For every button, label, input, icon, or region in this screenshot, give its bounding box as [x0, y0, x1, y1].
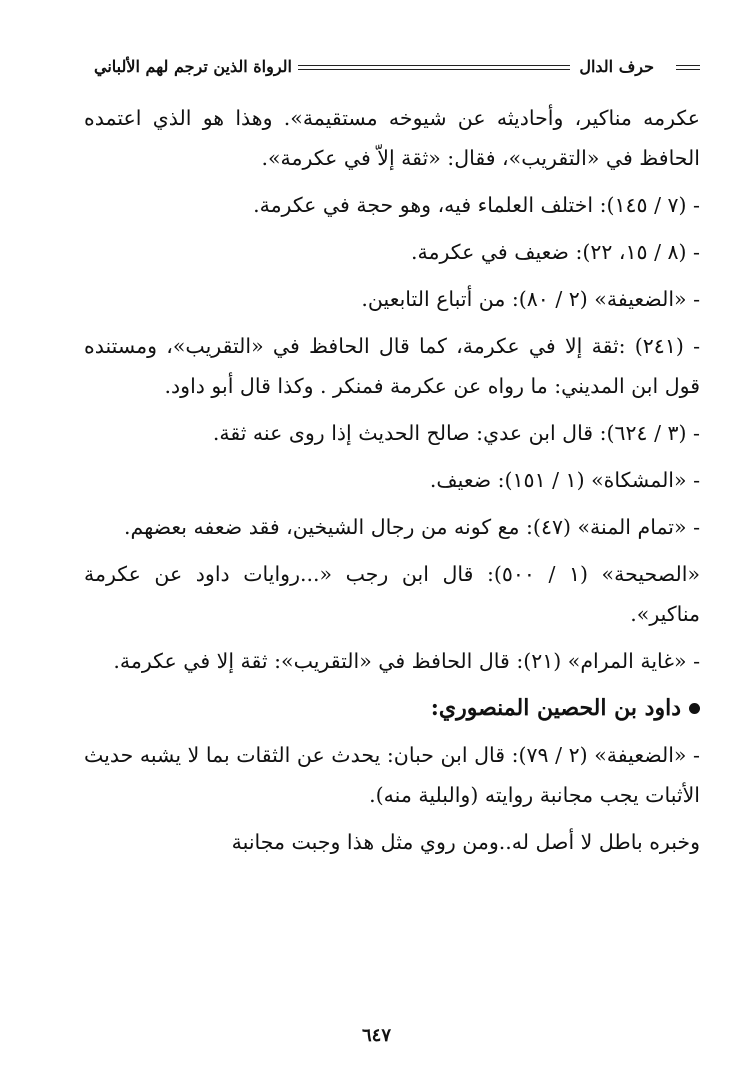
paragraph: - «المشكاة» (١ / ١٥١): ضعيف.: [429, 468, 700, 492]
paragraph: عكرمه مناكير، وأحاديثه عن شيوخه مستقيمة». وهذا هو الذي اعتمده الحافظ في «التقريب»، فقال: «ثقة إلاّ في عكرمة».: [84, 106, 700, 170]
chapter-title: حرف الدال: [573, 56, 660, 78]
bullet-icon: [689, 703, 700, 714]
page-number: ٦٤٧: [361, 1025, 391, 1046]
paragraph: - (٣ / ٦٢٤): قال ابن عدي: صالح الحديث إذا روى عنه ثقة.: [212, 421, 700, 445]
entry-heading: [84, 688, 700, 728]
paragraph: وخبره باطل لا أصل له..ومن روي مثل هذا وجبت مجانبة: [231, 830, 700, 854]
book-title: الرواة الذين ترجم لهم الألباني: [88, 56, 298, 78]
header-rule: [288, 65, 570, 70]
paragraph: - «الضعيفة» (٢ / ٧٩): قال ابن حبان: يحدث عن الثقات بما لا يشبه حديث الأثبات يجب مجانبة روايته (والبلية منه).: [84, 743, 700, 807]
paragraph: - (٧ / ١٤٥): اختلف العلماء فيه، وهو حجة في عكرمة.: [253, 193, 700, 217]
paragraph: - «الضعيفة» (٢ / ٨٠): من أتباع التابعين.: [361, 287, 700, 311]
page-body: [84, 98, 700, 869]
paragraph: - «غاية المرام» (٢١): قال الحافظ في «التقريب»: ثقة إلا في عكرمة.: [113, 649, 700, 673]
header-rule-end: [676, 65, 700, 70]
paragraph: - (٨ / ١٥، ٢٢): ضعيف في عكرمة.: [410, 240, 700, 264]
paragraph: - «تمام المنة» (٤٧): مع كونه من رجال الشيخين، فقد ضعفه بعضهم.: [124, 515, 700, 539]
running-header: [88, 56, 700, 82]
paragraph: «الصحيحة» (١ / ٥٠٠): قال ابن رجب «...روايات داود عن عكرمة مناكير».: [84, 562, 700, 626]
paragraph: - (٢٤١) :ثقة إلا في عكرمة، كما قال الحافظ في «التقريب»، ومستنده قول ابن المديني: ما رواه عن عكرمة فمنكر . وكذا قال أبو داود.: [84, 334, 701, 398]
entry-heading-text: داود بن الحصين المنصوري:: [430, 695, 681, 721]
